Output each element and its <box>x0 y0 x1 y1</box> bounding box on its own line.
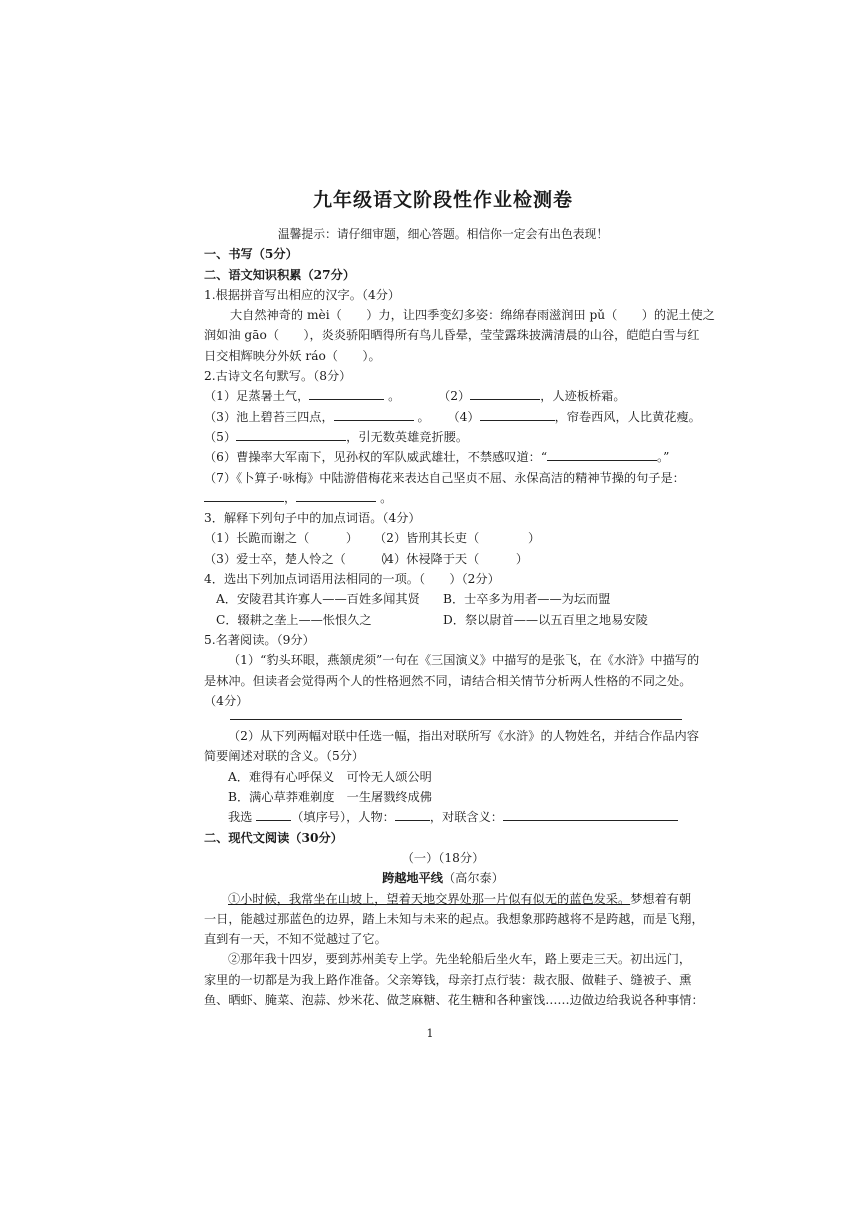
q5-part-1-line-3: （4分） <box>204 693 249 708</box>
q2-item-5: （5） <box>204 429 237 444</box>
q4-option-d: D．祭以尉首——以五百里之地易安陵 <box>443 612 648 627</box>
passage-author: （高尔泰） <box>443 871 504 886</box>
section-3-heading: 二、现代文阅读（30分） <box>204 830 343 845</box>
q2-item-4: （4） <box>447 409 480 424</box>
q2-item-7-end: 。 <box>380 490 393 505</box>
q5-part-1-line-1: （1）“豹头环眼，燕颔虎须”一句在《三国演义》中描写的是张飞，在《水浒》中描写的 <box>228 653 700 668</box>
para-2-line-3: 鱼、晒虾、腌菜、泡蒜、炒米花、做芝麻糖、花生糖和各种蜜饯……边做边给我说各种事情： <box>204 992 704 1007</box>
q4-option-a: A．安陵君其许寡人——百姓多闻其贤 <box>216 592 420 607</box>
q4-row-2 <box>204 610 682 630</box>
answer-blank[interactable] <box>204 488 284 502</box>
q3-row-1 <box>204 528 682 548</box>
para-2-line-2: 家里的一切都是为我上路作准备。父亲筹钱，母亲打点行装：裁衣服、做鞋子、缝被子、熏 <box>204 972 692 987</box>
para-1-line-2: 一日，能越过那蓝色的边界，踏上未知与未来的起点。我想象那跨越将不是跨越，而是飞翔， <box>204 911 704 926</box>
q5-part-2-line-1: （2）从下列两幅对联中任选一幅，指出对联所写《水浒》的人物姓名，并结合作品内容 <box>228 729 699 744</box>
passage-title-row <box>204 868 682 888</box>
q2-row-5: （7）《卜算子·咏梅》中陆游借梅花来表达自己坚贞不屈、永保高洁的精神节操的句子是： <box>204 470 685 485</box>
exam-content <box>204 189 715 1010</box>
q2-row-6 <box>204 488 682 508</box>
section-2-heading: 二、语文知识积累（27分） <box>204 267 356 282</box>
q3-prompt: 3．解释下列句子中的加点词语。（4分） <box>204 511 421 526</box>
answer-blank[interactable] <box>395 807 430 821</box>
answer-blank[interactable] <box>296 488 376 502</box>
answer-blank[interactable] <box>309 386 384 400</box>
q5-part-2-line-2: 简要阐述对联的含义。（5分） <box>204 749 365 764</box>
q5-choose-label: 我选 <box>228 810 253 825</box>
passage-title: 跨越地平线 <box>382 871 443 886</box>
q2-item-5-end: ，引无数英雄竞折腰。 <box>346 429 469 444</box>
tip-text: 温馨提示：请仔细审题，细心答题。相信你一定会有出色表现！ <box>277 227 609 241</box>
q2-row-1 <box>204 386 682 406</box>
q2-row-2 <box>204 407 701 427</box>
q2-item-6-end: 。” <box>657 450 670 465</box>
answer-blank[interactable] <box>470 386 540 400</box>
q3-item-1: （1）长跪而谢之（ ） <box>204 531 359 546</box>
para-1-line-1 <box>204 889 692 909</box>
q2-item-4-end: ，帘卷西风，人比黄花瘦。 <box>554 409 701 424</box>
q2-item-1-end: 。 <box>388 389 401 404</box>
q3-item-4: （4）休祲降于天（ ） <box>374 551 529 566</box>
para-1-underlined: ①小时候，我常坐在山坡上，望着天地交界处那一片似有似无的蓝色发采。 <box>228 891 631 906</box>
q4-option-b: B．士卒多为用者——为坛而盟 <box>443 592 611 607</box>
page-number: 1 <box>426 1027 434 1040</box>
q3-item-3: （3）爱士卒，楚人怜之（ ） <box>204 551 395 566</box>
passage-subheading: （一）（18分） <box>401 850 485 865</box>
q5-prompt: 5.名著阅读。（9分） <box>204 632 315 647</box>
section-1-heading: 一、书写（5分） <box>204 247 298 262</box>
q4-row-1 <box>204 589 682 609</box>
q4-prompt: 4．选出下列加点词语用法相同的一项。（ ）（2分） <box>204 572 500 587</box>
q5-choice-row <box>204 807 682 827</box>
q2-item-7-mid: ， <box>284 490 297 505</box>
q5-option-a: A．难得有心呼保义 可怜无人颂公明 <box>228 769 432 784</box>
q2-item-6: （6）曹操率大军南下，见孙权的军队威武雄壮，不禁感叹道：“ <box>204 450 548 465</box>
answer-blank[interactable] <box>334 407 414 421</box>
q2-item-2-end: ，人迹板桥霜。 <box>540 389 626 404</box>
answer-blank[interactable] <box>236 427 346 441</box>
answer-blank[interactable] <box>256 807 291 821</box>
answer-blank[interactable] <box>547 447 657 461</box>
q2-item-1: （1）足蒸暑土气， <box>204 389 310 404</box>
q5-person-label: （填序号），人物： <box>291 810 395 825</box>
q2-item-2: （2） <box>438 389 471 404</box>
q1-line-2: 润如油 gāo（ ），炎炎骄阳晒得所有鸟儿昏晕，莹莹露珠披满清晨的山谷，皑皑白雪与红 <box>204 328 700 343</box>
q5-meaning-label: ，对联含义： <box>429 810 503 825</box>
q2-row-4 <box>204 447 682 467</box>
answer-line[interactable] <box>230 719 682 720</box>
answer-blank[interactable] <box>480 407 555 421</box>
para-2-line-1: ②那年我十四岁，要到苏州美专上学。先坐轮船后坐火车，路上要走三天。初出远门， <box>228 952 692 967</box>
q2-item-3: （3）池上碧苔三四点， <box>204 409 334 424</box>
q2-item-3-end: 。 <box>417 409 430 424</box>
answer-blank[interactable] <box>503 807 678 821</box>
para-1-rest: 梦想着有朝 <box>630 891 692 906</box>
q5-part-1-line-2: 是林冲。但读者会觉得两个人的性格迥然不同，请结合相关情节分析两人性格的不同之处。 <box>204 673 692 688</box>
exam-title: 九年级语文阶段性作业检测卷 <box>312 189 573 211</box>
q3-row-2 <box>204 549 682 569</box>
q2-row-3 <box>204 427 682 447</box>
q1-line-3: 日交相辉映分外妖 ráo（ ）。 <box>204 348 381 363</box>
q2-prompt: 2.古诗文名句默写。（8分） <box>204 369 352 384</box>
q1-line-1: 大自然神奇的 mèi（ ）力，让四季变幻多姿：绵绵春雨滋润田 pǔ（ ）的泥土使之 <box>230 308 715 323</box>
q3-item-2: （2）皆刑其长吏（ ） <box>374 531 541 546</box>
q5-option-b: B．满心草莽难剃度 一生屠戮终成佛 <box>228 790 432 805</box>
para-1-line-3: 直到有一天，不知不觉越过了它。 <box>204 932 387 947</box>
q4-option-c: C．辍耕之垄上——怅恨久之 <box>216 612 372 627</box>
q1-prompt: 1.根据拼音写出相应的汉字。（4分） <box>204 287 401 302</box>
